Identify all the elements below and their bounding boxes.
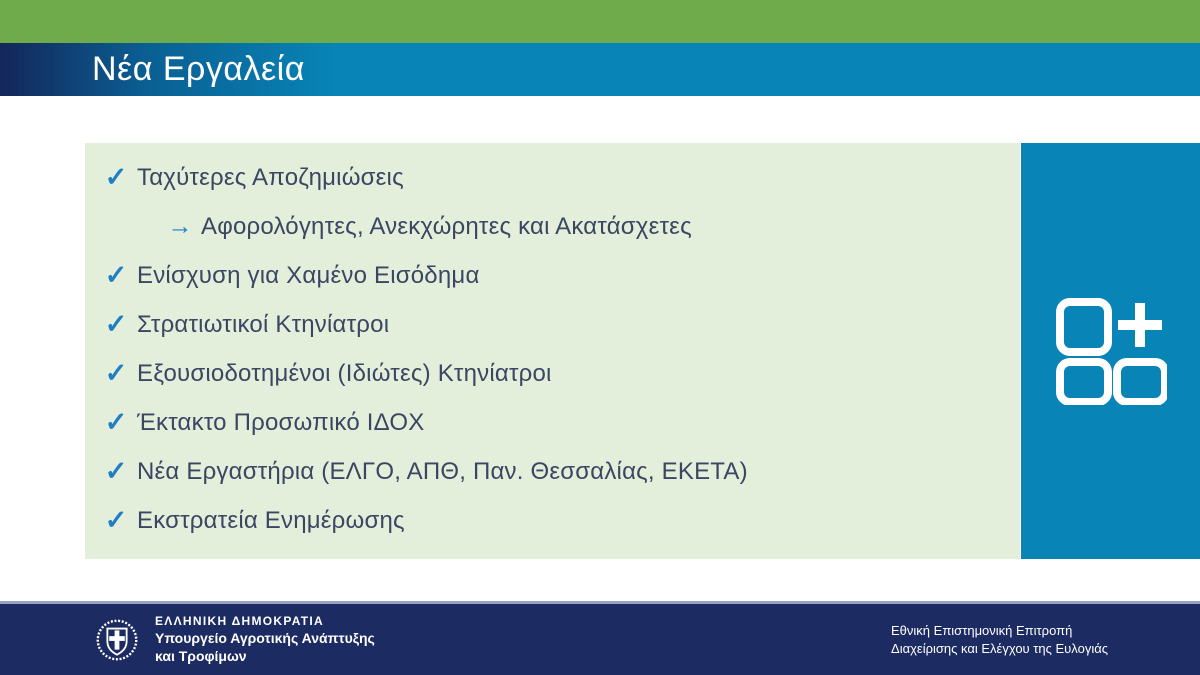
list-item bbox=[95, 300, 1000, 349]
checkmark-icon: ✓ bbox=[104, 309, 128, 339]
list-item-label: Στρατιωτικοί Κτηνίατροι bbox=[137, 310, 390, 338]
committee-line1: Εθνική Επιστημονική Επιτροπή bbox=[891, 622, 1073, 638]
list-item bbox=[95, 153, 1000, 202]
checklist-panel bbox=[85, 143, 1020, 559]
main-content bbox=[85, 143, 1200, 559]
list-item bbox=[95, 251, 1000, 300]
page-title: Νέα Εργαλεία bbox=[92, 50, 305, 88]
org-name: ΕΛΛΗΝΙΚΗ ΔΗΜΟΚΡΑΤΙΑ bbox=[155, 613, 324, 628]
committee-line2: Διαχείρισης και Ελέγχου της Ευλογιάς bbox=[891, 640, 1108, 656]
footer bbox=[0, 601, 1200, 675]
list-item-label: Νέα Εργαστήρια (ΕΛΓΟ, ΑΠΘ, Παν. Θεσσαλίας, ΕΚΕΤΑ) bbox=[137, 457, 748, 485]
icon-panel bbox=[1021, 143, 1200, 559]
footer-right bbox=[891, 622, 1108, 657]
checkmark-icon: ✓ bbox=[104, 456, 128, 486]
checkmark-icon: ✓ bbox=[104, 505, 128, 535]
checklist bbox=[95, 153, 1000, 545]
checkmark-icon: ✓ bbox=[104, 407, 128, 437]
add-apps-icon bbox=[1055, 297, 1167, 405]
footer-left bbox=[95, 614, 375, 666]
checkmark-icon: ✓ bbox=[104, 260, 128, 290]
list-item-label: Ενίσχυση για Χαμένο Εισόδημα bbox=[137, 261, 480, 289]
list-item bbox=[159, 202, 1000, 251]
list-item-label: Έκτακτο Προσωπικό ΙΔΟΧ bbox=[137, 408, 425, 436]
greek-coat-of-arms-icon bbox=[95, 618, 139, 662]
ministry-line1: Υπουργείο Αγροτικής Ανάπτυξης bbox=[155, 630, 375, 647]
list-item bbox=[95, 398, 1000, 447]
list-item-label: Εξουσιοδοτημένοι (Ιδιώτες) Κτηνίατροι bbox=[137, 359, 552, 387]
list-item-label: Εκστρατεία Ενημέρωσης bbox=[137, 506, 405, 534]
list-item bbox=[95, 349, 1000, 398]
arrow-icon: → bbox=[167, 212, 193, 240]
ministry-line2: και Τροφίμων bbox=[155, 648, 247, 665]
list-item bbox=[95, 447, 1000, 496]
list-item-label: Ταχύτερες Αποζημιώσεις bbox=[137, 163, 404, 191]
header-band bbox=[0, 43, 1200, 96]
list-item-label: Αφορολόγητες, Ανεκχώρητες και Ακατάσχετες bbox=[201, 212, 692, 240]
checkmark-icon: ✓ bbox=[104, 162, 128, 192]
list-item bbox=[95, 496, 1000, 545]
top-green-bar bbox=[0, 0, 1200, 43]
checkmark-icon: ✓ bbox=[104, 358, 128, 388]
